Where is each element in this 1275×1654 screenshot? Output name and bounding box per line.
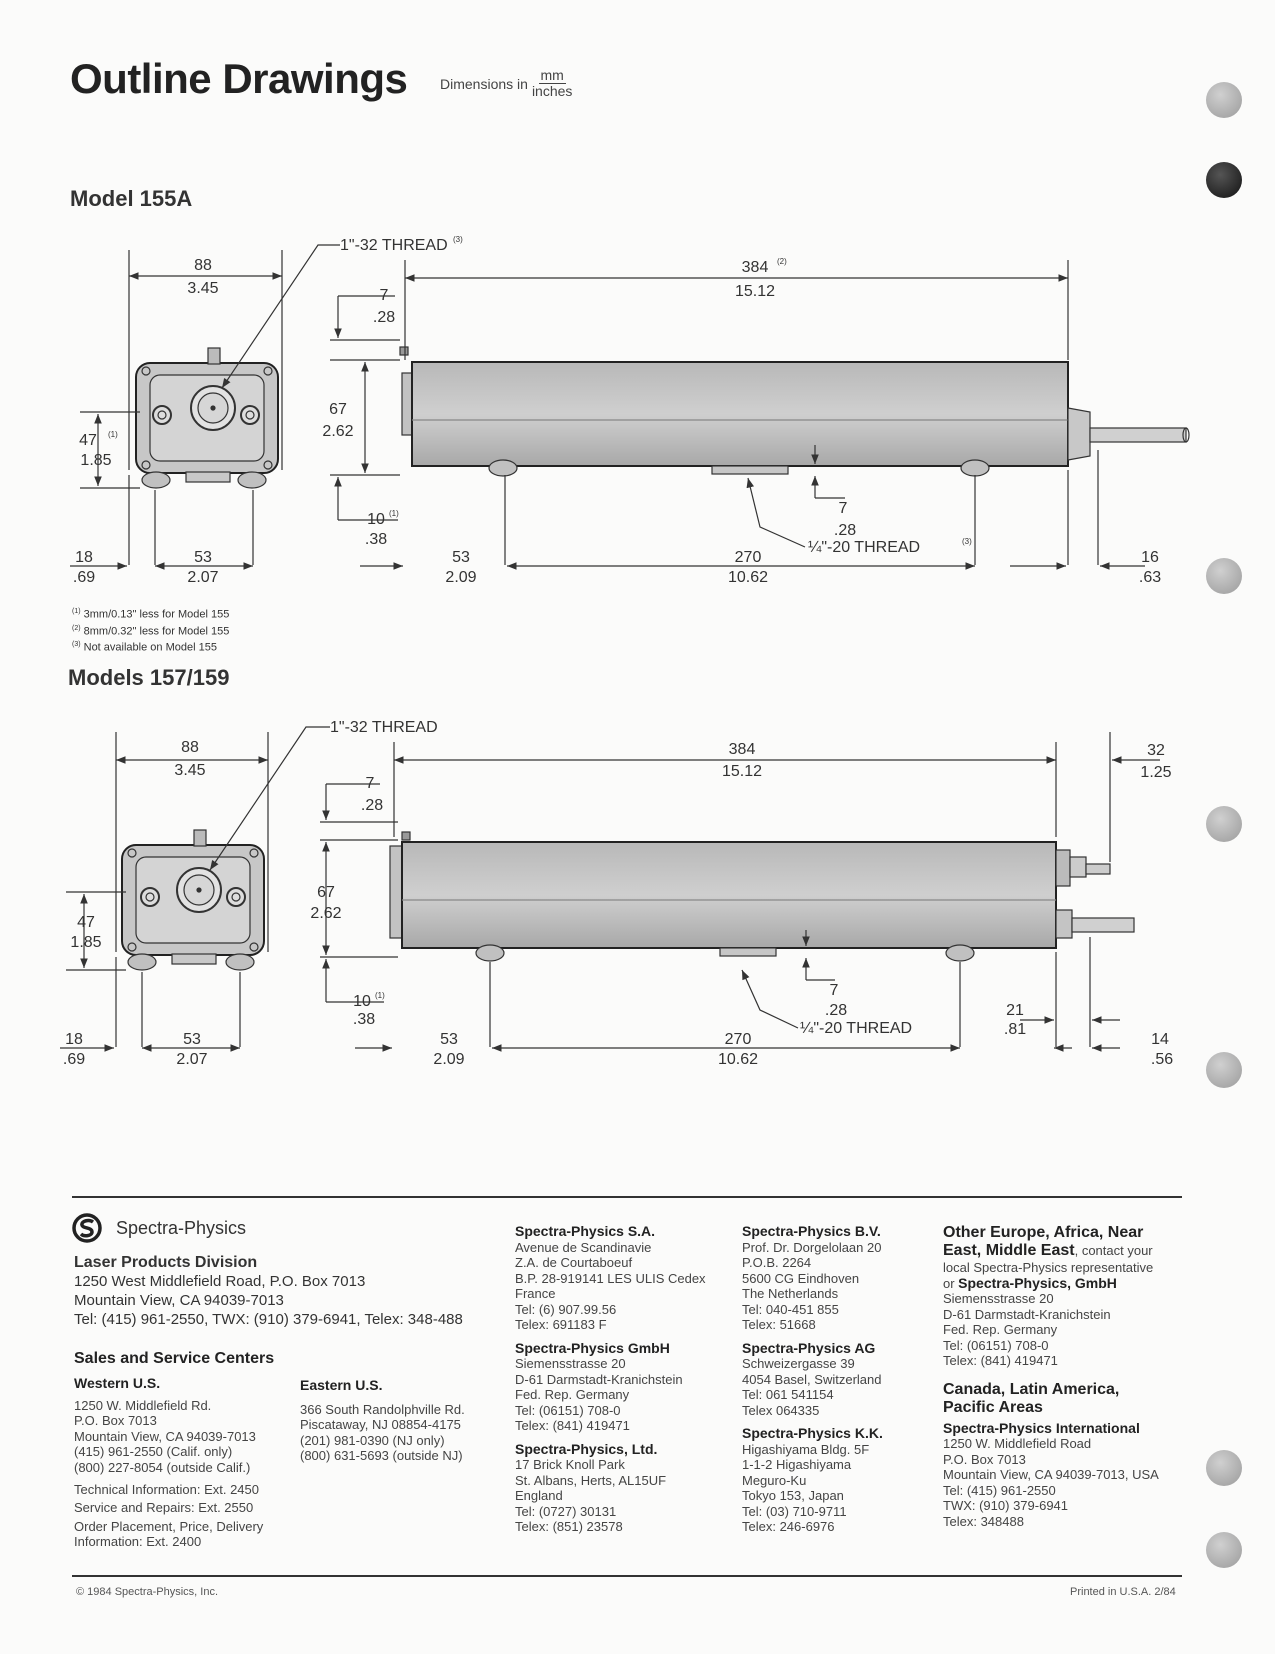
office-line: Prof. Dr. Dorgelolaan 20 [742, 1239, 882, 1255]
office-line: Avenue de Scandinavie [515, 1239, 652, 1255]
dimensions-units [440, 68, 572, 99]
office-line: Tel: (03) 710-9711 [742, 1503, 847, 1519]
dim-270: 270 [724, 1031, 752, 1048]
dim-2-62: 2.62 [310, 905, 342, 922]
region-intro: local Spectra-Physics representative [943, 1260, 1154, 1275]
footer-rule-top [72, 1196, 1182, 1198]
ext-line: Technical Information: Ext. 2450 [74, 1482, 259, 1497]
dim-10: 10 [353, 993, 371, 1010]
office-line: Meguro-Ku [742, 1472, 807, 1488]
sales-service-title: Sales and Service Centers [74, 1350, 275, 1367]
dim-2-62: 2.62 [322, 423, 354, 440]
footnote-mark: (1) [389, 509, 399, 518]
office-title: Spectra-Physics, Ltd. [515, 1440, 658, 1457]
office-line: B.P. 28-919141 LES ULIS Cedex [515, 1270, 706, 1286]
footnote-mark: (3) [962, 537, 972, 546]
dim-16: 16 [1141, 549, 1159, 566]
dim-10: 10 [367, 511, 385, 528]
dim-384: 384 [741, 259, 769, 276]
thread-top-label: 1"-32 THREAD [330, 719, 438, 736]
company-name: Spectra-Physics [116, 1217, 247, 1238]
dim-2-09: 2.09 [433, 1051, 465, 1068]
office-title: Spectra-Physics GmbH [515, 1339, 670, 1356]
ext-line: Order Placement, Price, Delivery [74, 1519, 264, 1534]
region-title: Other Europe, Africa, Near [943, 1224, 1144, 1241]
office-line: Siemensstrasse 20 [515, 1356, 626, 1371]
dim-15-12: 15.12 [734, 283, 776, 300]
office-other-europe [943, 1224, 1183, 1529]
office-title: Spectra-Physics S.A. [515, 1223, 656, 1239]
eastern-line: (800) 631-5693 (outside NJ) [300, 1448, 463, 1463]
units-fraction [532, 68, 572, 99]
footnote-mark: (1) [375, 991, 385, 1000]
division-title: Laser Products Division [74, 1254, 258, 1271]
dim-47: 47 [77, 914, 95, 931]
office-line: Telex: 246-6976 [742, 1519, 835, 1534]
office-line: Telex: (841) 419471 [515, 1418, 630, 1433]
dim-67: 67 [329, 401, 347, 418]
office-line: Tel: (06151) 708-0 [515, 1402, 621, 1418]
office-line: Higashiyama Bldg. 5F [742, 1441, 870, 1457]
dim-2-07: 2.07 [176, 1051, 208, 1068]
binder-hole [1206, 1532, 1242, 1568]
dim-0-28: .28 [360, 797, 384, 814]
office-line: Tel: 061 541154 [742, 1387, 834, 1402]
dim-47: 47 [79, 432, 97, 449]
office-line: Tel: (06151) 708-0 [943, 1337, 1049, 1353]
dim-0-63: .63 [1138, 569, 1162, 586]
ext-line: Service and Repairs: Ext. 2550 [74, 1500, 254, 1515]
office-line: Telex 064335 [742, 1402, 820, 1418]
office-title: Spectra-Physics K.K. [742, 1425, 883, 1441]
laser-products-division [74, 1253, 463, 1329]
thread-top-label: 1"-32 THREAD [340, 237, 448, 254]
dim-3-45: 3.45 [174, 762, 206, 779]
footnote-1: $^{(1)}$ 3mm/0.13" less for Model 155 [72, 608, 230, 621]
dim-21: 21 [1006, 1002, 1024, 1019]
dim-53-side: 53 [440, 1031, 458, 1048]
company-brand [72, 1213, 246, 1243]
dim-18: 18 [75, 549, 93, 566]
dim-53-side: 53 [452, 549, 470, 566]
office-line: Tel: (0727) 30131 [515, 1503, 617, 1519]
office-line: 1250 W. Middlefield Road [943, 1436, 1092, 1451]
office-line: England [515, 1488, 563, 1503]
binder-hole [1206, 82, 1242, 118]
office-line: 1-1-2 Higashiyama [742, 1457, 852, 1472]
units-inches: inches [531, 83, 573, 99]
dim-14: 14 [1151, 1031, 1169, 1048]
office-line: 5600 CG Eindhoven [742, 1270, 860, 1286]
office-line: Telex: 691183 F [515, 1317, 607, 1332]
dim-0-69: .69 [72, 569, 96, 586]
office-line: Fed. Rep. Germany [515, 1387, 630, 1402]
dim-7: 7 [365, 775, 375, 792]
side-view-body [402, 842, 1056, 948]
dim-1-25: 1.25 [1140, 764, 1172, 781]
copyright: © 1984 Spectra-Physics, Inc. [76, 1586, 219, 1598]
dim-3-45: 3.45 [187, 280, 219, 297]
thread-bottom-label: ¼"-20 THREAD [800, 1020, 913, 1037]
dim-0-28-bottom: .28 [833, 522, 857, 539]
model-155a-title: Model 155A [70, 186, 193, 211]
ext-line: Information: Ext. 2400 [74, 1534, 202, 1549]
dim-0-38: .38 [364, 531, 388, 548]
region-title: Pacific Areas [943, 1398, 1043, 1416]
office-line: 17 Brick Knoll Park [515, 1457, 625, 1472]
footer-rule-bottom [72, 1575, 1182, 1577]
model-157-159-title: Models 157/159 [68, 665, 230, 690]
office-title: Spectra-Physics B.V. [742, 1223, 881, 1239]
dim-88: 88 [181, 739, 199, 756]
office-title: Spectra-Physics International [943, 1419, 1140, 1436]
western-us [74, 1376, 284, 1549]
eastern-us [300, 1378, 500, 1464]
dim-53-front: 53 [183, 1031, 201, 1048]
footnotes [72, 605, 229, 655]
western-line: 1250 W. Middlefield Rd. [74, 1397, 212, 1413]
binder-hole [1206, 162, 1242, 198]
dim-7-bottom: 7 [838, 500, 848, 517]
western-line: (800) 227-8054 (outside Calif.) [74, 1459, 251, 1475]
dim-0-81: .81 [1003, 1021, 1027, 1038]
region-title: East, Middle East [943, 1242, 1075, 1259]
office-line: Telex: 51668 [742, 1317, 816, 1332]
units-mm: mm [540, 67, 564, 83]
office-bv [742, 1224, 932, 1535]
region-intro: or [943, 1275, 959, 1291]
office-line: 4054 Basel, Switzerland [742, 1371, 882, 1387]
footnote-2: $^{(2)}$ 8mm/0.32" less for Model 155 [72, 624, 230, 638]
office-line: The Netherlands [742, 1286, 839, 1301]
dim-2-09: 2.09 [445, 569, 477, 586]
western-line: (415) 961-2550 (Calif. only) [74, 1444, 233, 1459]
dim-7-bottom: 7 [829, 982, 839, 999]
office-title: Spectra-Physics AG [742, 1339, 876, 1356]
office-line: TWX: (910) 379-6941 [943, 1498, 1069, 1513]
eastern-line: 366 South Randolphville Rd. [300, 1401, 465, 1417]
footnote-mark: (2) [777, 257, 787, 266]
office-line: Telex: (851) 23578 [515, 1519, 623, 1534]
eastern-line: (201) 981-0390 (NJ only) [300, 1432, 445, 1448]
dim-0-56: .56 [1150, 1051, 1174, 1068]
dim-67: 67 [317, 884, 335, 901]
region-contact: Spectra-Physics, GmbH [958, 1274, 1117, 1291]
western-us-title: Western U.S. [74, 1375, 161, 1391]
binder-hole [1206, 1450, 1242, 1486]
model-155a-drawing [0, 230, 1275, 600]
division-phone: Tel: (415) 961-2550, TWX: (910) 379-6941, Telex: 348-488 [74, 1311, 463, 1328]
office-line: St. Albans, Herts, AL15UF [515, 1472, 667, 1488]
office-line: Schweizergasse 39 [742, 1356, 855, 1371]
dim-0-38: .38 [352, 1011, 376, 1028]
side-view-body [412, 362, 1068, 466]
office-line: Tel: (415) 961-2550 [943, 1482, 1056, 1498]
dim-32: 32 [1147, 742, 1165, 759]
dim-2-07: 2.07 [187, 569, 219, 586]
dim-10-62: 10.62 [717, 1051, 759, 1068]
office-line: Tokyo 153, Japan [742, 1488, 844, 1503]
office-line: Tel: (6) 907.99.56 [515, 1301, 617, 1317]
western-line: P.O. Box 7013 [74, 1413, 157, 1428]
footnote-mark: (1) [108, 430, 118, 439]
dim-18: 18 [65, 1031, 83, 1048]
office-line: Telex: (841) 419471 [943, 1353, 1058, 1368]
dim-1-85: 1.85 [80, 452, 112, 469]
dim-0-69: .69 [62, 1051, 86, 1068]
region-intro: , contact your [1074, 1243, 1153, 1258]
thread-bottom-label: ¼"-20 THREAD [808, 539, 921, 556]
office-line: Mountain View, CA 94039-7013, USA [943, 1467, 1159, 1482]
footnote-3: $^{(3)}$ Not available on Model 155 [72, 641, 217, 654]
dims-prefix: Dimensions in [440, 75, 528, 92]
dim-1-85: 1.85 [70, 934, 102, 951]
page-title: Outline Drawings [70, 55, 408, 102]
office-line: P.O.B. 2264 [742, 1255, 812, 1270]
dim-384: 384 [728, 741, 756, 758]
dim-53-front: 53 [194, 549, 212, 566]
model-157-159-drawing [0, 712, 1275, 1082]
dim-15-12: 15.12 [721, 763, 763, 780]
western-line: Mountain View, CA 94039-7013 [74, 1428, 256, 1444]
office-line: Siemensstrasse 20 [943, 1291, 1054, 1306]
printed-notice: Printed in U.S.A. 2/84 [1070, 1586, 1176, 1598]
dim-0-28-bottom: .28 [824, 1002, 848, 1019]
spectra-physics-logo-icon [72, 1213, 102, 1243]
office-line: Fed. Rep. Germany [943, 1322, 1058, 1337]
dim-270: 270 [734, 549, 762, 566]
eastern-line: Piscataway, NJ 08854-4175 [300, 1417, 461, 1432]
dim-0-28: .28 [372, 309, 396, 326]
dim-7: 7 [379, 287, 389, 304]
office-sa [515, 1224, 725, 1535]
office-line: D-61 Darmstadt-Kranichstein [515, 1371, 683, 1387]
dim-10-62: 10.62 [727, 569, 769, 586]
office-line: France [515, 1286, 556, 1301]
office-line: Tel: 040-451 855 [742, 1301, 839, 1317]
office-line: Z.A. de Courtaboeuf [515, 1255, 633, 1270]
division-address-2: Mountain View, CA 94039-7013 [74, 1292, 284, 1309]
office-line: P.O. Box 7013 [943, 1451, 1026, 1467]
footnote-mark: (3) [453, 235, 463, 244]
dim-88: 88 [194, 257, 212, 274]
division-address-1: 1250 West Middlefield Road, P.O. Box 7013 [74, 1273, 366, 1290]
office-line: Telex: 348488 [943, 1513, 1024, 1529]
office-line: D-61 Darmstadt-Kranichstein [943, 1306, 1111, 1322]
eastern-us-title: Eastern U.S. [300, 1377, 383, 1393]
region-title: Canada, Latin America, [943, 1380, 1120, 1398]
